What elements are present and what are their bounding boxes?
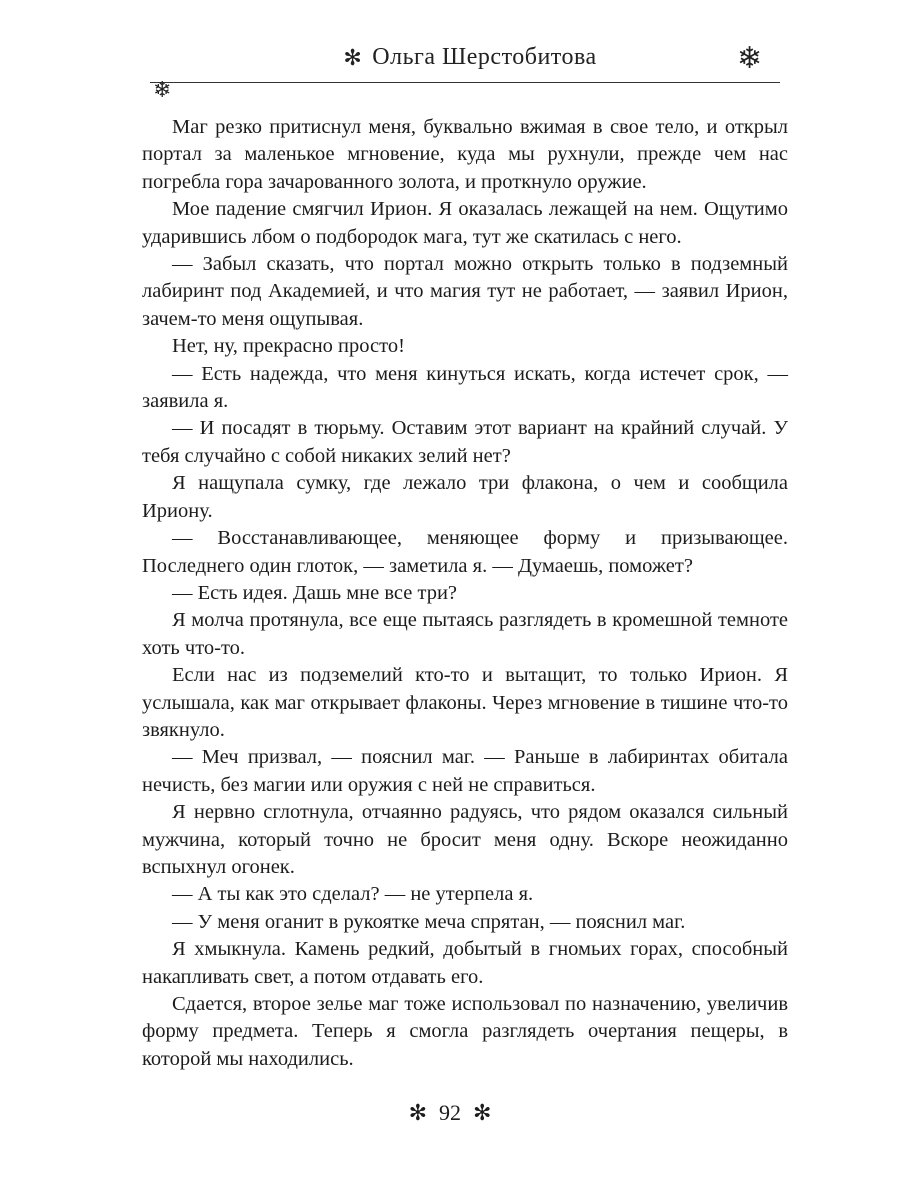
- paragraph: Я молча протянула, все еще пытаясь разглядеть в кромешной темноте хоть что-то.: [142, 609, 788, 659]
- paragraph: — И посадят в тюрьму. Оставим этот вариант на крайний случай. У тебя случайно с собой никаких зелий нет?: [142, 417, 788, 467]
- snowflake-icon: ❄: [153, 77, 172, 102]
- running-header: [150, 38, 780, 108]
- paragraph: Сдается, второе зелье маг тоже использовал по назначению, увеличив форму предмета. Теперь я смогла разглядеть очертания пещеры, в которой мы находились.: [142, 993, 788, 1070]
- page-number: 92: [439, 1100, 461, 1125]
- paragraph: — Восстанавливающее, меняющее форму и призывающее. Последнего один глоток, — заметила я. — Думаешь, поможет?: [142, 527, 788, 577]
- snowflake-icon: ❄: [737, 42, 763, 75]
- paragraph: — Забыл сказать, что портал можно открыть только в подземный лабиринт под Академией, и что магия тут не работает, — заявил Ирион, зачем-то меня ощупывая.: [142, 253, 788, 330]
- author-name: Ольга Шерстобитова: [372, 44, 597, 70]
- paragraph: — Меч призвал, — пояснил маг. — Раньше в лабиринтах обитала нечисть, без магии или оружия с ней не справиться.: [142, 746, 788, 796]
- paragraph: — Есть надежда, что меня кинуться искать, когда истечет срок, — заявила я.: [142, 362, 788, 413]
- paragraph: Маг резко притиснул меня, буквально вжимая в свое тело, и открыл портал за маленькое мгновение, куда мы рухнули, прежде чем нас погребла гора зачарованного золота, и проткнуло оружие.: [142, 116, 788, 193]
- body-text: [142, 114, 788, 1073]
- star-ornament-icon: ✻: [343, 45, 363, 71]
- paragraph: Нет, ну, прекрасно просто!: [172, 335, 405, 358]
- star-ornament-icon: ✻: [408, 1100, 427, 1125]
- page-footer: [0, 1100, 900, 1126]
- star-ornament-icon: ✻: [473, 1100, 492, 1125]
- header-rule: [150, 82, 780, 83]
- paragraph: — Есть идея. Дашь мне все три?: [172, 581, 458, 604]
- paragraph: Мое падение смягчил Ирион. Я оказалась лежащей на нем. Ощутимо ударившись лбом о подбородок мага, тут же скатилась с него.: [142, 198, 788, 248]
- paragraph: Я хмыкнула. Камень редкий, добытый в гномьих горах, способный накапливать свет, а потом отдавать его.: [142, 938, 788, 988]
- paragraph: Если нас из подземелий кто-то и вытащит, то только Ирион. Я услышала, как маг открывает флаконы. Через мгновение в тишине что-то звякнуло.: [142, 664, 788, 741]
- paragraph: — А ты как это сделал? — не утерпела я.: [172, 883, 534, 906]
- paragraph: Я нащупала сумку, где лежало три флакона, о чем и сообщила Ириону.: [142, 472, 788, 522]
- author-title: [150, 44, 780, 71]
- paragraph: — У меня оганит в рукоятке меча спрятан, — пояснил маг.: [172, 910, 686, 933]
- paragraph: Я нервно сглотнула, отчаянно радуясь, что рядом оказался сильный мужчина, который точно не бросит меня одну. Вскоре неожиданно вспыхнул огонек.: [142, 801, 788, 878]
